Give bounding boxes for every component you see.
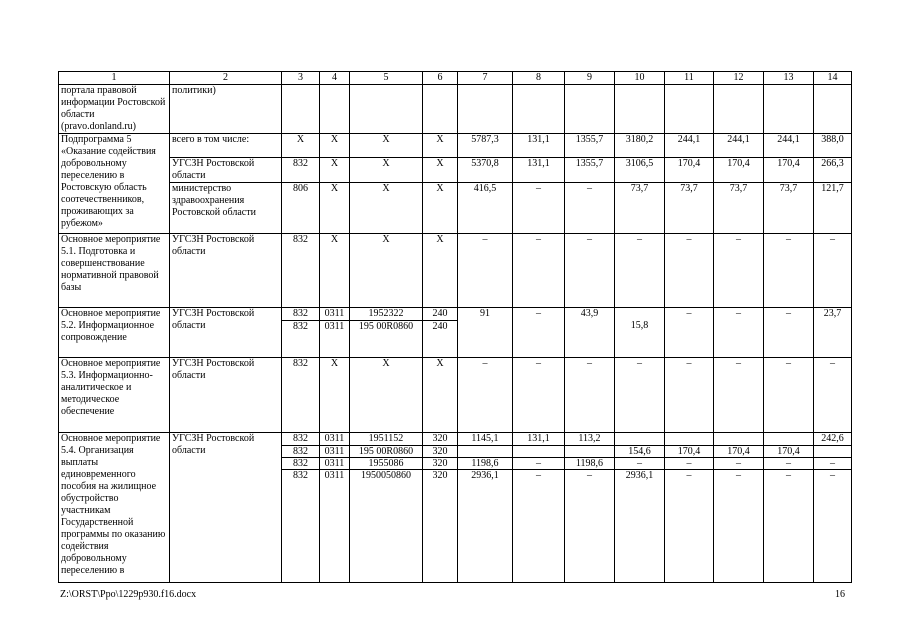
executor-cell: УГСЗН Ростовской области (170, 358, 282, 433)
value-cell (320, 308, 350, 358)
value-cell (282, 85, 320, 134)
column-header: 12 (714, 72, 764, 85)
value-line: – (714, 469, 763, 481)
program-cell: портала правовой информации Ростовской области (pravo.donland.ru) (59, 85, 170, 134)
value-line: 131,1 (527, 433, 550, 444)
program-cell: Основное мероприятие 5.3. Информационно-аналитическое и методическое обеспечение (59, 358, 170, 433)
value-line: – (814, 457, 851, 469)
column-header: 7 (458, 72, 513, 85)
value-cell: Х (423, 158, 458, 183)
value-line: 0311 (324, 308, 345, 319)
value-cell: – (513, 308, 565, 358)
value-cell: – (814, 234, 852, 308)
value-cell: – (714, 358, 764, 433)
value-cell: – (513, 183, 565, 234)
column-header: 5 (350, 72, 423, 85)
value-cell (615, 433, 665, 583)
value-cell: – (458, 234, 513, 308)
value-cell: Х (320, 358, 350, 433)
program-cell: Основное мероприятие 5.2. Информационное сопровождение (59, 308, 170, 358)
value-cell: Х (423, 234, 458, 308)
value-line: 832 (293, 433, 308, 444)
value-cell: 3180,2 (615, 134, 665, 158)
value-line: – (513, 457, 564, 469)
value-cell: 170,4 (665, 158, 714, 183)
value-line: 0311 (320, 445, 349, 457)
value-line: 113,2 (578, 433, 601, 444)
value-line: 320 (423, 457, 457, 469)
column-header: 3 (282, 72, 320, 85)
value-cell: – (565, 234, 615, 308)
value-cell: Х (320, 234, 350, 308)
value-line: – (565, 469, 614, 481)
value-cell: 1355,7 (565, 134, 615, 158)
value-cell: – (565, 183, 615, 234)
value-cell: 121,7 (814, 183, 852, 234)
value-cell: Х (320, 183, 350, 234)
table-row (59, 158, 852, 183)
program-cell: Основное мероприятие 5.1. Подготовка и совершенствование нормативной правовой базы (59, 234, 170, 308)
value-cell: Х (350, 134, 423, 158)
value-cell (665, 85, 714, 134)
value-line: – (814, 469, 851, 481)
value-line: – (714, 457, 763, 469)
column-header: 4 (320, 72, 350, 85)
value-line (814, 445, 851, 457)
value-cell: – (764, 234, 814, 308)
value-cell: Х (350, 183, 423, 234)
value-line (764, 433, 813, 445)
value-line (714, 433, 763, 445)
value-cell: 43,9 (565, 308, 615, 358)
table-row (59, 134, 852, 158)
value-line: 2936,1 (615, 469, 664, 481)
value-line: 0311 (320, 320, 349, 332)
column-header: 10 (615, 72, 665, 85)
table-row (59, 433, 852, 583)
value-cell: Х (423, 134, 458, 158)
value-cell: – (665, 358, 714, 433)
value-line: – (615, 457, 664, 469)
value-cell: 806 (282, 183, 320, 234)
value-cell (814, 85, 852, 134)
value-cell (565, 433, 615, 583)
value-cell: 832 (282, 234, 320, 308)
column-header: 11 (665, 72, 714, 85)
value-line: 240 (423, 320, 457, 332)
value-cell: 73,7 (665, 183, 714, 234)
value-cell (423, 308, 458, 358)
value-line: 320 (423, 469, 457, 481)
value-line: 832 (293, 308, 308, 319)
table-row (59, 183, 852, 234)
value-cell: – (714, 308, 764, 358)
value-cell: – (764, 308, 814, 358)
value-cell (282, 433, 320, 583)
page-number: 16 (835, 589, 845, 600)
program-cell: Подпрограмма 5 «Оказание содействия добровольному переселению в Ростовскую область соотечественников, проживающих за рубежом» (59, 134, 170, 234)
value-cell: 266,3 (814, 158, 852, 183)
value-line (615, 433, 664, 445)
value-line: 832 (282, 320, 319, 332)
value-cell: – (814, 358, 852, 433)
value-line (665, 433, 713, 445)
value-cell (350, 433, 423, 583)
value-cell: – (513, 358, 565, 433)
value-cell: 3106,5 (615, 158, 665, 183)
executor-cell: УГСЗН Ростовской области (170, 308, 282, 358)
value-cell (282, 308, 320, 358)
value-cell: 73,7 (714, 183, 764, 234)
value-cell: Х (350, 234, 423, 308)
value-cell: 388,0 (814, 134, 852, 158)
value-cell (714, 433, 764, 583)
value-line: 240 (432, 308, 448, 319)
table-row (59, 308, 852, 358)
executor-cell: УГСЗН Ростовской области (170, 433, 282, 583)
value-line (458, 445, 512, 457)
value-cell (320, 85, 350, 134)
value-cell (320, 433, 350, 583)
value-line: 195 00R0860 (350, 445, 422, 457)
value-line: 0311 (320, 469, 349, 481)
value-cell: 244,1 (665, 134, 714, 158)
value-cell (350, 85, 423, 134)
value-cell: 5370,8 (458, 158, 513, 183)
column-header: 8 (513, 72, 565, 85)
value-cell (764, 433, 814, 583)
value-cell (458, 433, 513, 583)
value-cell: 1355,7 (565, 158, 615, 183)
value-line: – (764, 469, 813, 481)
value-cell: 832 (282, 358, 320, 433)
value-cell: – (764, 358, 814, 433)
executor-cell: политики) (170, 85, 282, 134)
value-cell (350, 308, 423, 358)
value-line: 2936,1 (458, 469, 512, 481)
value-cell (513, 85, 565, 134)
value-line: 1198,6 (458, 457, 512, 469)
column-header: 6 (423, 72, 458, 85)
value-cell: 73,7 (615, 183, 665, 234)
value-cell (615, 85, 665, 134)
value-cell (714, 85, 764, 134)
value-line: 170,4 (714, 445, 763, 457)
value-cell (565, 85, 615, 134)
value-cell: Х (423, 358, 458, 433)
value-line: 0311 (324, 433, 345, 444)
value-line: 195 00R0860 (350, 320, 422, 332)
value-line: 320 (423, 445, 457, 457)
value-cell: – (615, 358, 665, 433)
value-line: – (513, 469, 564, 481)
value-cell: – (458, 358, 513, 433)
value-cell (423, 433, 458, 583)
value-cell (423, 85, 458, 134)
executor-cell: УГСЗН Ростовской области (170, 158, 282, 183)
value-cell: 131,1 (513, 158, 565, 183)
value-cell: 416,5 (458, 183, 513, 234)
value-cell: 170,4 (764, 158, 814, 183)
value-cell (764, 85, 814, 134)
value-cell: 73,7 (764, 183, 814, 234)
value-line: 1951152 (368, 433, 404, 444)
value-cell (458, 85, 513, 134)
value-cell: – (565, 358, 615, 433)
executor-cell: УГСЗН Ростовской области (170, 234, 282, 308)
value-line: 1950050860 (350, 469, 422, 481)
value-cell: 832 (282, 158, 320, 183)
value-line (565, 445, 614, 457)
value-line: – (764, 457, 813, 469)
value-line: 15,8 (630, 320, 649, 331)
value-line: 242,6 (821, 433, 844, 444)
program-cell: Основное мероприятие 5.4. Организация выплаты единовременного пособия на жилищное обустройство участникам Государственной программы по оказанию содействия добровольному переселению в (59, 433, 170, 583)
column-header: 1 (59, 72, 170, 85)
value-cell: 131,1 (513, 134, 565, 158)
value-cell (665, 433, 714, 583)
value-line: 1952322 (368, 308, 404, 319)
value-cell: 244,1 (714, 134, 764, 158)
value-cell: 91 (458, 308, 513, 358)
value-cell: Х (423, 183, 458, 234)
value-line: 1955086 (350, 457, 422, 469)
table-header-row (59, 72, 852, 85)
footer-file-path: Z:\ORST\Ppo\1229p930.f16.docx (60, 589, 197, 600)
value-line: 1145,1 (471, 433, 499, 444)
value-cell: 244,1 (764, 134, 814, 158)
column-header: 14 (814, 72, 852, 85)
value-line: 154,6 (615, 445, 664, 457)
value-cell: 5787,3 (458, 134, 513, 158)
column-header: 2 (170, 72, 282, 85)
value-line: 1198,6 (565, 457, 614, 469)
column-header: 9 (565, 72, 615, 85)
value-line: 832 (282, 457, 319, 469)
value-cell: – (513, 234, 565, 308)
table-row (59, 358, 852, 433)
value-line: 832 (282, 445, 319, 457)
value-line: – (665, 457, 713, 469)
value-line: 832 (282, 469, 319, 481)
value-line (513, 445, 564, 457)
value-cell: Х (320, 134, 350, 158)
value-cell: Х (320, 158, 350, 183)
value-cell: – (615, 234, 665, 308)
value-line: 0311 (320, 457, 349, 469)
value-cell: Х (282, 134, 320, 158)
value-line: – (665, 469, 713, 481)
table-row (59, 85, 852, 134)
value-cell: 23,7 (814, 308, 852, 358)
value-cell: – (665, 234, 714, 308)
value-cell (615, 308, 665, 358)
budget-table (58, 71, 852, 583)
column-header: 13 (764, 72, 814, 85)
value-cell (814, 433, 852, 583)
executor-cell: всего в том числе: (170, 134, 282, 158)
value-line: 170,4 (665, 445, 713, 457)
value-cell: Х (350, 158, 423, 183)
value-cell: – (665, 308, 714, 358)
executor-cell: министерство здравоохранения Ростовской области (170, 183, 282, 234)
table-row (59, 234, 852, 308)
value-cell: 170,4 (714, 158, 764, 183)
value-cell (513, 433, 565, 583)
value-cell: Х (350, 358, 423, 433)
value-line: 170,4 (764, 445, 813, 457)
value-line: 320 (432, 433, 448, 444)
value-cell: – (714, 234, 764, 308)
